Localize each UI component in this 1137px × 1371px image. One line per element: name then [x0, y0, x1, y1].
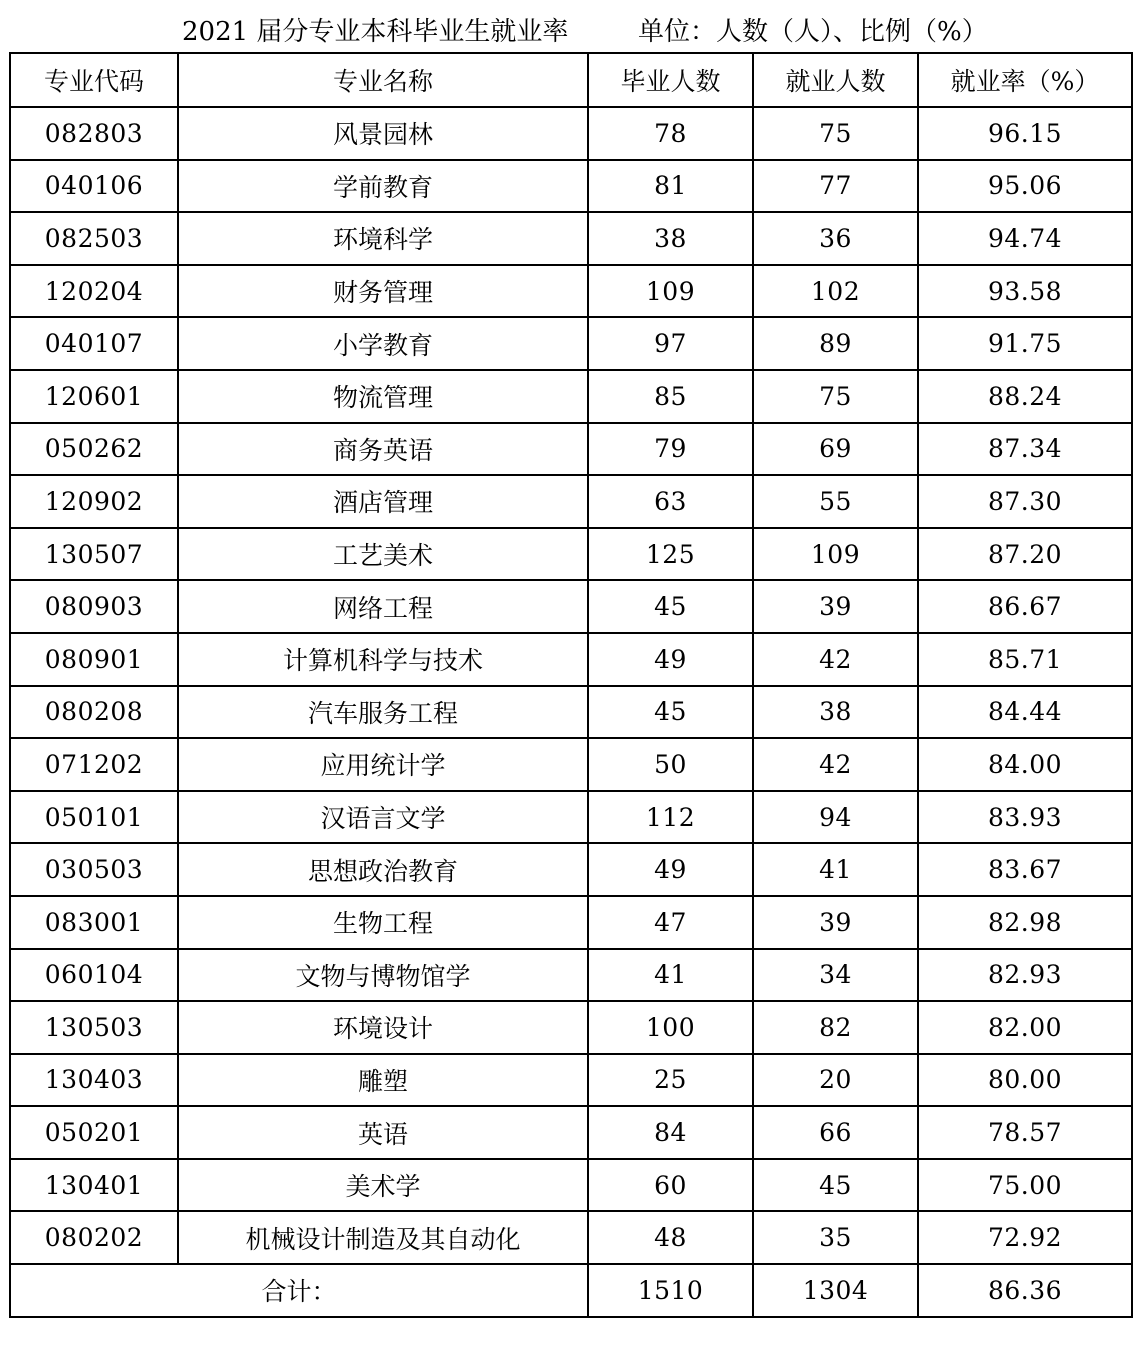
- cell-major-name: 风景园林: [178, 107, 588, 160]
- cell-graduates: 49: [588, 843, 753, 896]
- table-row: [10, 370, 1132, 423]
- table-row: [10, 1054, 1132, 1107]
- cell-employed: 75: [753, 370, 918, 423]
- cell-graduates: 97: [588, 317, 753, 370]
- cell-employed: 41: [753, 843, 918, 896]
- cell-employment-rate: 82.00: [918, 1001, 1132, 1054]
- cell-employed: 66: [753, 1106, 918, 1159]
- cell-employed: 102: [753, 265, 918, 318]
- cell-employment-rate: 82.93: [918, 949, 1132, 1002]
- cell-major-code: 080903: [10, 580, 178, 633]
- cell-major-name: 小学教育: [178, 317, 588, 370]
- cell-graduates: 63: [588, 475, 753, 528]
- cell-major-name: 汽车服务工程: [178, 686, 588, 739]
- employment-rate-table: [9, 52, 1133, 1318]
- cell-employed: 42: [753, 633, 918, 686]
- cell-major-code: 080901: [10, 633, 178, 686]
- table-row: [10, 160, 1132, 213]
- table-row: [10, 1001, 1132, 1054]
- cell-employment-rate: 87.20: [918, 528, 1132, 581]
- cell-major-code: 120902: [10, 475, 178, 528]
- cell-graduates: 100: [588, 1001, 753, 1054]
- cell-major-name: 酒店管理: [178, 475, 588, 528]
- cell-employed: 55: [753, 475, 918, 528]
- cell-major-code: 082803: [10, 107, 178, 160]
- table-row: [10, 1211, 1132, 1264]
- cell-graduates: 41: [588, 949, 753, 1002]
- cell-graduates: 49: [588, 633, 753, 686]
- cell-major-name: 英语: [178, 1106, 588, 1159]
- table-row: [10, 580, 1132, 633]
- cell-graduates: 81: [588, 160, 753, 213]
- cell-major-name: 生物工程: [178, 896, 588, 949]
- cell-employment-rate: 93.58: [918, 265, 1132, 318]
- table-row: [10, 475, 1132, 528]
- cell-employed: 34: [753, 949, 918, 1002]
- cell-employed: 20: [753, 1054, 918, 1107]
- cell-graduates: 84: [588, 1106, 753, 1159]
- cell-graduates: 25: [588, 1054, 753, 1107]
- cell-major-name: 环境设计: [178, 1001, 588, 1054]
- table-row: [10, 528, 1132, 581]
- cell-employment-rate: 82.98: [918, 896, 1132, 949]
- table-row: [10, 686, 1132, 739]
- cell-employed: 109: [753, 528, 918, 581]
- cell-employed: 39: [753, 580, 918, 633]
- cell-major-code: 050201: [10, 1106, 178, 1159]
- cell-employed: 82: [753, 1001, 918, 1054]
- cell-graduates: 50: [588, 738, 753, 791]
- cell-graduates: 45: [588, 686, 753, 739]
- cell-employed: 77: [753, 160, 918, 213]
- cell-major-name: 应用统计学: [178, 738, 588, 791]
- total-graduates: 1510: [588, 1264, 753, 1317]
- cell-major-code: 071202: [10, 738, 178, 791]
- cell-major-name: 汉语言文学: [178, 791, 588, 844]
- cell-major-name: 机械设计制造及其自动化: [178, 1211, 588, 1264]
- cell-major-name: 物流管理: [178, 370, 588, 423]
- table-row: [10, 633, 1132, 686]
- cell-employed: 38: [753, 686, 918, 739]
- table-row: [10, 843, 1132, 896]
- cell-major-code: 083001: [10, 896, 178, 949]
- cell-major-code: 080208: [10, 686, 178, 739]
- cell-major-name: 财务管理: [178, 265, 588, 318]
- table-row: [10, 1106, 1132, 1159]
- cell-major-code: 050101: [10, 791, 178, 844]
- cell-major-name: 思想政治教育: [178, 843, 588, 896]
- cell-employment-rate: 87.30: [918, 475, 1132, 528]
- cell-major-code: 120601: [10, 370, 178, 423]
- cell-graduates: 79: [588, 423, 753, 476]
- cell-graduates: 85: [588, 370, 753, 423]
- cell-employed: 42: [753, 738, 918, 791]
- cell-major-name: 商务英语: [178, 423, 588, 476]
- cell-employed: 35: [753, 1211, 918, 1264]
- table-row: [10, 317, 1132, 370]
- header-graduates: 毕业人数: [588, 53, 753, 107]
- total-label: 合计：: [10, 1264, 588, 1317]
- cell-employed: 94: [753, 791, 918, 844]
- cell-employment-rate: 94.74: [918, 212, 1132, 265]
- table-row: [10, 1159, 1132, 1212]
- cell-graduates: 125: [588, 528, 753, 581]
- cell-employment-rate: 83.67: [918, 843, 1132, 896]
- cell-employed: 45: [753, 1159, 918, 1212]
- total-row: [10, 1264, 1132, 1317]
- cell-major-code: 130507: [10, 528, 178, 581]
- cell-employment-rate: 72.92: [918, 1211, 1132, 1264]
- table-row: [10, 896, 1132, 949]
- cell-major-name: 计算机科学与技术: [178, 633, 588, 686]
- table-row: [10, 791, 1132, 844]
- cell-employment-rate: 86.67: [918, 580, 1132, 633]
- cell-employment-rate: 96.15: [918, 107, 1132, 160]
- table-row: [10, 107, 1132, 160]
- cell-employment-rate: 78.57: [918, 1106, 1132, 1159]
- cell-major-name: 环境科学: [178, 212, 588, 265]
- cell-employed: 69: [753, 423, 918, 476]
- cell-major-code: 050262: [10, 423, 178, 476]
- cell-major-name: 网络工程: [178, 580, 588, 633]
- cell-major-code: 130403: [10, 1054, 178, 1107]
- total-employed: 1304: [753, 1264, 918, 1317]
- table-row: [10, 949, 1132, 1002]
- cell-major-name: 雕塑: [178, 1054, 588, 1107]
- cell-employed: 75: [753, 107, 918, 160]
- table-body: [10, 107, 1132, 1264]
- header-major-code: 专业代码: [10, 53, 178, 107]
- table-row: [10, 738, 1132, 791]
- unit-note: 单位：人数（人）、比例（%）: [638, 17, 988, 47]
- cell-employment-rate: 84.44: [918, 686, 1132, 739]
- header-row: [10, 53, 1132, 107]
- cell-employment-rate: 88.24: [918, 370, 1132, 423]
- cell-employment-rate: 75.00: [918, 1159, 1132, 1212]
- cell-employed: 36: [753, 212, 918, 265]
- cell-employment-rate: 95.06: [918, 160, 1132, 213]
- cell-major-name: 学前教育: [178, 160, 588, 213]
- cell-graduates: 109: [588, 265, 753, 318]
- cell-employment-rate: 80.00: [918, 1054, 1132, 1107]
- cell-graduates: 45: [588, 580, 753, 633]
- cell-major-code: 120204: [10, 265, 178, 318]
- cell-major-code: 040107: [10, 317, 178, 370]
- cell-employment-rate: 83.93: [918, 791, 1132, 844]
- cell-major-code: 030503: [10, 843, 178, 896]
- table-row: [10, 423, 1132, 476]
- cell-employment-rate: 87.34: [918, 423, 1132, 476]
- total-rate: 86.36: [918, 1264, 1132, 1317]
- cell-major-code: 130401: [10, 1159, 178, 1212]
- table-row: [10, 212, 1132, 265]
- cell-major-code: 060104: [10, 949, 178, 1002]
- header-major-name: 专业名称: [178, 53, 588, 107]
- cell-graduates: 112: [588, 791, 753, 844]
- table-title: 2021 届分专业本科毕业生就业率: [182, 17, 569, 47]
- cell-graduates: 38: [588, 212, 753, 265]
- cell-major-code: 080202: [10, 1211, 178, 1264]
- cell-employed: 39: [753, 896, 918, 949]
- cell-graduates: 48: [588, 1211, 753, 1264]
- cell-employment-rate: 91.75: [918, 317, 1132, 370]
- cell-employment-rate: 85.71: [918, 633, 1132, 686]
- header-employment-rate: 就业率（%）: [918, 53, 1132, 107]
- cell-graduates: 47: [588, 896, 753, 949]
- cell-employment-rate: 84.00: [918, 738, 1132, 791]
- cell-major-name: 美术学: [178, 1159, 588, 1212]
- table-row: [10, 265, 1132, 318]
- cell-major-name: 文物与博物馆学: [178, 949, 588, 1002]
- cell-graduates: 60: [588, 1159, 753, 1212]
- cell-employed: 89: [753, 317, 918, 370]
- cell-graduates: 78: [588, 107, 753, 160]
- cell-major-code: 040106: [10, 160, 178, 213]
- table-caption: [0, 12, 1137, 52]
- header-employed: 就业人数: [753, 53, 918, 107]
- cell-major-code: 082503: [10, 212, 178, 265]
- cell-major-code: 130503: [10, 1001, 178, 1054]
- cell-major-name: 工艺美术: [178, 528, 588, 581]
